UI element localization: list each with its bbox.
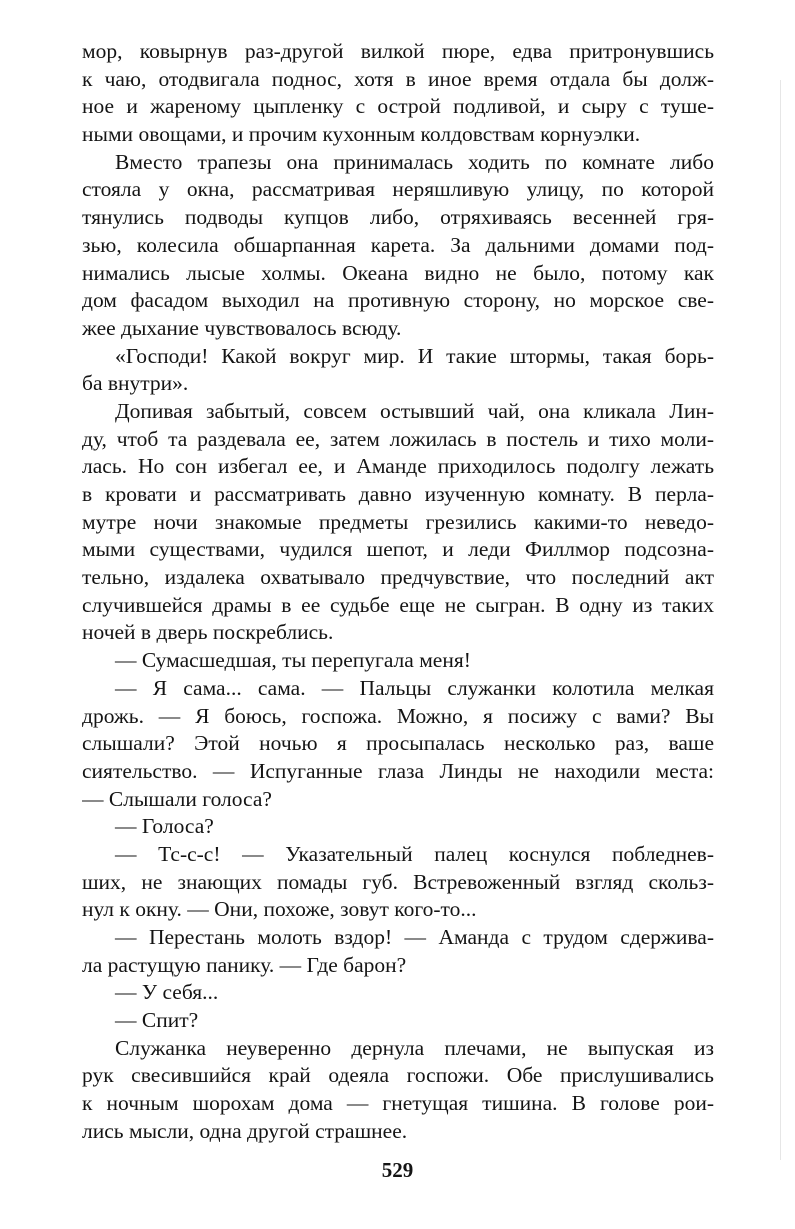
text-line: ными овощами, и прочим кухонным колдовствам корнуэлки. <box>82 122 641 147</box>
text-line: Вместо трапезы она принималась ходить по комнате либо <box>115 149 714 174</box>
page-number: 529 <box>381 1158 414 1182</box>
text-line: — Слышали голоса? <box>82 786 272 811</box>
text-line: слышали? Этой ночью я просыпалась несколько раз, ваше <box>82 731 714 756</box>
text-line: ла растущую панику. — Где барон? <box>82 952 407 977</box>
text-line: рук свесившийся край одеяла госпожи. Обе прислушивались <box>82 1063 714 1088</box>
text-line: тельно, издалека охватывало предчувствие, что последний акт <box>82 565 714 590</box>
dialogue-line: — У себя... <box>115 980 219 1005</box>
text-line: стояла у окна, рассматривая неряшливую улицу, по которой <box>82 177 714 202</box>
dialogue-line: — Сумасшедшая, ты перепугала меня! <box>115 648 471 673</box>
text-line: ное и жареному цыпленку с острой подливой, и сыру с туше- <box>82 94 714 119</box>
text-line: ду, чтоб та раздевала ее, затем ложилась в постель и тихо моли- <box>82 426 714 451</box>
dialogue-line: — Спит? <box>115 1008 199 1033</box>
text-line: к чаю, отодвигала поднос, хотя в иное время отдала бы долж- <box>82 66 714 91</box>
text-line: Служанка неуверенно дернула плечами, не выпуская из <box>115 1035 714 1060</box>
dialogue-line: — Перестань молоть вздор! — Аманда с трудом сдержива- <box>115 925 714 949</box>
text-line: мор, ковырнув раз-другой вилкой пюре, едва притронувшись <box>82 39 714 63</box>
text-line: нимались лысые холмы. Океана видно не было, потому как <box>82 260 714 285</box>
page-text-block <box>82 38 714 1146</box>
text-line: лась. Но сон избегал ее, и Аманде приходилось подолгу лежать <box>82 454 714 479</box>
text-line: зью, колесила обшарпанная карета. За дальними домами под- <box>82 232 714 257</box>
text-line: мутре ночи знакомые предметы грезились какими-то неведо- <box>82 509 714 534</box>
text-line: лись мысли, одна другой страшнее. <box>82 1118 408 1143</box>
text-line: ночей в дверь поскреблись. <box>82 620 334 645</box>
text-line: сиятельство. — Испуганные глаза Линды не находили места: <box>82 758 714 783</box>
text-line: жее дыхание чувствовалось всюду. <box>82 315 402 340</box>
dialogue-line: — Тс-с-с! — Указательный палец коснулся побледнев- <box>115 841 714 866</box>
dialogue-line: — Я сама... сама. — Пальцы служанки колотила мелкая <box>115 675 714 700</box>
text-line: ба внутри». <box>82 371 189 396</box>
text-line: нул к окну. — Они, похоже, зовут кого-то... <box>82 897 477 922</box>
page-edge-divider <box>780 80 781 1160</box>
dialogue-line: — Голоса? <box>115 814 214 839</box>
text-line: тянулись подводы купцов либо, отряхиваясь весенней гря- <box>82 205 714 230</box>
text-line: Допивая забытый, совсем остывший чай, она кликала Лин- <box>115 398 714 423</box>
text-line: дом фасадом выходил на противную сторону, но морское све- <box>82 288 714 313</box>
text-line: к ночным шорохам дома — гнетущая тишина. В голове рои- <box>82 1091 714 1116</box>
text-line: «Господи! Какой вокруг мир. И такие штормы, такая борь- <box>115 343 714 368</box>
text-line: в кровати и рассматривать давно изученную комнату. В перла- <box>82 482 714 506</box>
text-line: случившейся драмы в ее судьбе еще не сыгран. В одну из таких <box>82 592 714 617</box>
text-line: ших, не знающих помады губ. Встревоженный взгляд скольз- <box>82 869 714 894</box>
text-line: мыми существами, чудился шепот, и леди Филлмор подсозна- <box>82 537 714 562</box>
text-line: дрожь. — Я боюсь, госпожа. Можно, я посижу с вами? Вы <box>82 703 714 728</box>
